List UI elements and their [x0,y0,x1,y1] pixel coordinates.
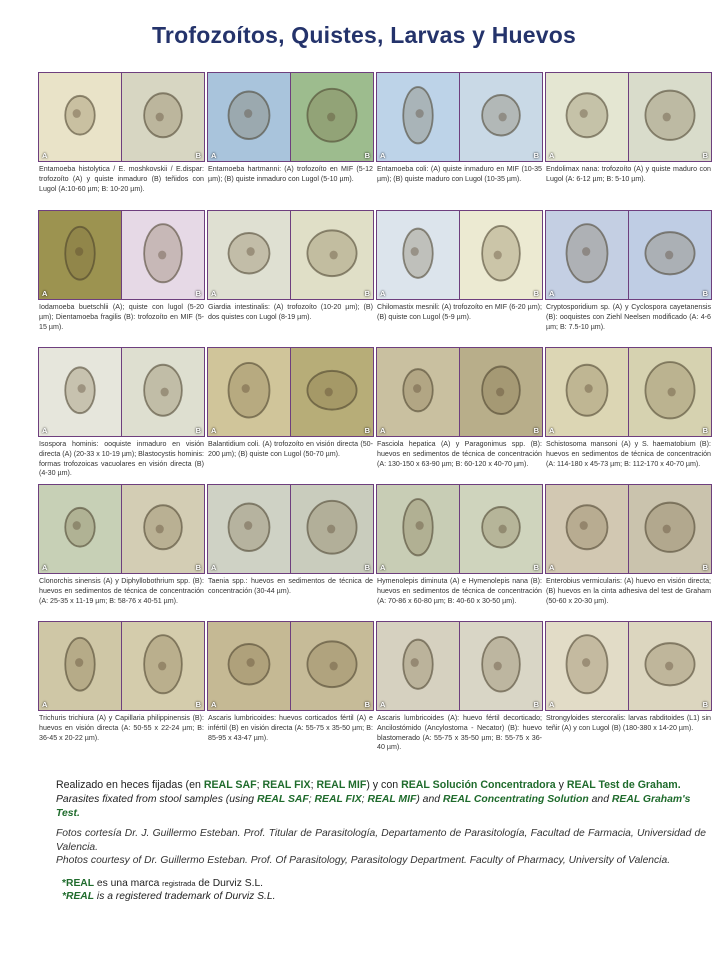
nucleus-shape [416,521,424,530]
micrograph-image-b [291,73,373,161]
nucleus-shape [244,109,252,118]
specimen-cell [545,72,712,208]
nucleus-shape [494,662,502,671]
specimen-caption: Cryptosporidium sp. (A) y Cyclospora cayetanensis (B): ooquistes con Ziehl Neelsen modificado (A: 4-6 µm; B: 7.5-10 µm). [546,303,711,331]
panel-label-a: A [42,426,48,435]
specimen-cell [38,347,205,482]
specimen-cell [376,621,543,756]
micrograph-image-b [460,485,542,573]
nucleus-shape [73,109,81,118]
nucleus-shape [244,521,252,530]
specimen-row [38,347,712,482]
specimen-cell [376,347,543,482]
specimen-row [38,210,712,345]
micrograph-image-a [546,485,628,573]
specimen-cell [207,72,374,208]
micrograph-panel [207,347,374,437]
nucleus-shape [665,251,673,260]
trademark-note [56,877,706,903]
specimen-row [38,484,712,619]
nucleus-shape [411,658,419,667]
nucleus-shape [247,658,255,667]
panel-label-b: B [364,700,370,709]
micrograph-panel [545,484,712,574]
specimen-caption: Trichuris trichiura (A) y Capillaria philippinensis (B): huevos en visión directa (A: 50-55 x 22-24 µm; B: 36-45 x 20-22 µm). [39,714,204,742]
micrograph-panel [545,347,712,437]
panel-label-a: A [380,151,386,160]
nucleus-shape [327,525,335,534]
micrograph-image-a [546,622,628,710]
micrograph-panel [545,210,712,300]
micrograph-panel [376,621,543,711]
panel-label-b: B [195,151,201,160]
specimen-cell [207,210,374,345]
micrograph-panel [38,210,205,300]
specimen-cell [545,484,712,619]
micrograph-image-b [629,211,711,299]
micrograph-image-a [39,485,121,573]
panel-label-a: A [211,426,217,435]
panel-label-a: A [549,151,555,160]
micrograph-image-a [208,622,290,710]
micrograph-image-b [291,485,373,573]
micrograph-image-b [460,348,542,436]
panel-label-a: A [549,289,555,298]
panel-label-b: B [702,426,708,435]
panel-label-a: A [211,289,217,298]
nucleus-shape [582,247,590,256]
nucleus-shape [499,113,507,122]
panel-label-b: B [195,700,201,709]
micrograph-image-b [629,485,711,573]
micrograph-image-b [629,622,711,710]
micrograph-image-b [122,485,204,573]
nucleus-shape [158,662,166,671]
specimen-cell [376,210,543,345]
specimen-caption: Enterobius vermicularis: (A) huevo en visión directa; (B) huevos en la cinta adhesiva del test de Graham (50-60 x 20-30 µm). [546,577,711,605]
micrograph-image-b [460,211,542,299]
panel-label-a: A [211,563,217,572]
micrograph-panel [38,621,205,711]
micrograph-image-a [39,211,121,299]
specimen-cell [545,347,712,482]
specimen-cell [38,72,205,208]
panel-label-b: B [364,426,370,435]
specimen-caption: Chilomastix mesnili: (A) trofozoíto en MIF (6-20 µm); (B) quiste con Lugol (5-9 µm). [377,303,542,321]
specimen-cell [38,621,205,756]
specimen-cell [207,621,374,756]
panel-label-b: B [702,700,708,709]
credit-en: Photos courtesy of Dr. Guillermo Esteban. Prof. Of Parasitology, Parasitology Department. Faculty of Pharmacy, University of Valencia. [56,855,671,866]
nucleus-shape [156,525,164,534]
specimen-cell [207,347,374,482]
micrograph-image-b [629,348,711,436]
specimen-row [38,621,712,756]
micrograph-image-b [122,348,204,436]
nucleus-shape [247,247,255,256]
micrograph-image-a [546,348,628,436]
micrograph-panel [207,210,374,300]
panel-label-b: B [533,426,539,435]
panel-label-b: B [364,151,370,160]
micrograph-panel [38,72,205,162]
panel-label-a: A [211,151,217,160]
micrograph-panel [376,484,543,574]
micrograph-image-a [377,73,459,161]
nucleus-shape [330,662,338,671]
nucleus-shape [580,109,588,118]
notes-section [56,778,706,903]
note-fixation-en: Parasites fixated from stool samples (using REAL SAF; REAL FIX; REAL MIF) and REAL Concentrating Solution and REAL Graham's Test. [56,794,691,819]
micrograph-image-b [291,622,373,710]
specimen-caption: Balantidium coli. (A) trofozoíto en visión directa (50-200 µm); (B) quiste con Lugol (50-70 µm). [208,440,373,458]
nucleus-shape [496,388,504,397]
nucleus-shape [242,384,250,393]
nucleus-shape [494,251,502,260]
panel-label-b: B [364,563,370,572]
micrograph-panel [376,72,543,162]
nucleus-shape [413,384,421,393]
specimen-caption: Fasciola hepatica (A) y Paragonimus spp. (B): huevos en sedimentos de técnica de concentración (A: 130-150 x 63-90 µm; B: 60-120 x 40-70 µm). [377,440,542,468]
micrograph-image-a [377,485,459,573]
panel-label-b: B [533,151,539,160]
note-fixation-es: Realizado en heces fijadas (en REAL SAF; REAL FIX; REAL MIF) y con REAL Solución Concentradora y REAL Test de Graham. [56,779,681,791]
specimen-caption: Taenia spp.: huevos en sedimentos de técnica de concentración (30-44 µm). [208,577,373,595]
panel-label-b: B [533,700,539,709]
specimen-caption: Strongyloides stercoralis: larvas rabditoides (L1) sin teñir (A) y con Lugol (B) (180-380 x 14-20 µm). [546,714,711,732]
nucleus-shape [585,384,593,393]
nucleus-shape [582,658,590,667]
specimen-cell [207,484,374,619]
specimen-caption: Giardia intestinalis: (A) trofozoíto (10-20 µm); (B) dos quistes con Lugol (8-19 µm). [208,303,373,321]
micrograph-panel [38,484,205,574]
micrograph-image-b [122,73,204,161]
specimen-caption: Iodamoeba buetschlii (A); quiste con lugol (5-20 µm); Dientamoeba fragilis (B): trofozoíto en MIF (5-15 µm). [39,303,204,331]
micrograph-panel [545,72,712,162]
panel-label-b: B [702,563,708,572]
nucleus-shape [73,521,81,530]
specimen-caption: Entamoeba hartmanni: (A) trofozoíto en MIF (5-12 µm); (B) quiste inmaduro con Lugol (5-10 µm). [208,165,373,183]
specimen-cell [376,72,543,208]
micrograph-image-a [208,485,290,573]
specimen-caption: Entamoeba histolytica / E. moshkovskii / E.dispar: trofozoíto (A) y quiste inmaduro (B) teñidos con Lugol (A:10-60 µm; B: 10-20 µm). [39,165,204,193]
nucleus-shape [411,247,419,256]
credit-es: Fotos cortesía Dr. J. Guillermo Esteban. Prof. Titular de Parasitología, Departamento de Parasitología, Facultad de Farmacia, Universidad de Valencia. [56,828,706,853]
panel-label-b: B [195,289,201,298]
panel-label-b: B [533,563,539,572]
nucleus-shape [158,251,166,260]
nucleus-shape [75,658,83,667]
panel-label-a: A [549,426,555,435]
micrograph-image-a [377,622,459,710]
nucleus-shape [325,388,333,397]
panel-label-a: A [380,563,386,572]
micrograph-panel [376,347,543,437]
micrograph-image-a [546,73,628,161]
nucleus-shape [78,384,86,393]
panel-label-b: B [364,289,370,298]
micrograph-image-b [629,73,711,161]
micrograph-image-a [39,622,121,710]
micrograph-panel [38,347,205,437]
micrograph-image-a [377,211,459,299]
nucleus-shape [663,525,671,534]
panel-label-a: A [42,563,48,572]
page-title: Trofozoítos, Quistes, Larvas y Huevos [151,22,577,48]
nucleus-shape [161,388,169,397]
micrograph-image-a [546,211,628,299]
micrograph-image-b [122,211,204,299]
nucleus-shape [156,113,164,122]
panel-label-a: A [42,151,48,160]
micrograph-image-a [208,348,290,436]
specimen-caption: Clonorchis sinensis (A) y Diphyllobothrium spp. (B): huevos en sedimentos de técnica de concentración (A: 25-35 x 11-19 µm; B: 58-76 x 40-51 µm). [39,577,204,605]
specimen-cell [38,210,205,345]
nucleus-shape [75,247,83,256]
nucleus-shape [416,109,424,118]
specimen-caption: Schistosoma mansoni (A) y S. haematobium (B): huevos en sedimentos de técnica de concentración (A: 114-180 x 45-73 µm; B: 112-170 x 40-70 µm). [546,440,711,468]
specimen-caption: Isospora hominis: ooquiste inmaduro en visión directa (A) (20-33 x 10-19 µm); Blastocystis hominis: formas trofozoicas vacuolares en visión directa (B) (4-30 µm). [39,440,204,478]
micrograph-image-a [377,348,459,436]
nucleus-shape [663,113,671,122]
micrograph-panel [207,484,374,574]
panel-label-b: B [195,426,201,435]
panel-label-b: B [195,563,201,572]
micrograph-panel [207,621,374,711]
micrograph-panel [545,621,712,711]
panel-label-a: A [42,289,48,298]
specimen-cell [376,484,543,619]
specimen-caption: Entamoeba coli: (A) quiste inmaduro en MIF (10-35 µm); (B) quiste maduro con Lugol (10-35 µm). [377,165,542,183]
specimen-cell [38,484,205,619]
nucleus-shape [499,525,507,534]
specimen-caption: Ascaris lumbricoides (A): huevo fértil decorticado; Ancilostómido (Ancylostoma - Necator) (B): huevo blastomerado (A: 55-75 x 35-50 µm; B: 55-75 x 36-40 µm). [377,714,542,752]
nucleus-shape [580,521,588,530]
panel-label-a: A [380,289,386,298]
panel-label-a: A [549,563,555,572]
panel-label-a: A [380,426,386,435]
panel-label-a: A [380,700,386,709]
specimen-grid [38,72,712,758]
micrograph-image-a [208,211,290,299]
micrograph-image-a [39,73,121,161]
trademark-es: *REAL es una marca registrada de Durviz S.L. [62,877,264,889]
specimen-cell [545,621,712,756]
panel-label-a: A [42,700,48,709]
micrograph-panel [207,72,374,162]
specimen-caption: Ascaris lumbricoides: huevos corticados fértil (A) e infértil (B) en visión directa (A: 55-75 x 35-50 µm; B: 85-95 x 43-47 µm). [208,714,373,742]
panel-label-a: A [211,700,217,709]
micrograph-panel [376,210,543,300]
micrograph-image-b [460,73,542,161]
micrograph-image-a [208,73,290,161]
panel-label-b: B [533,289,539,298]
specimen-caption: Hymenolepis diminuta (A) e Hymenolepis nana (B): huevos en sedimentos de técnica de concentración (A: 70-86 x 60-80 µm; B: 40-60 x 30-50 µm). [377,577,542,605]
specimen-row [38,72,712,208]
micrograph-image-b [460,622,542,710]
panel-label-b: B [702,289,708,298]
micrograph-image-a [39,348,121,436]
specimen-caption: Endolimax nana: trofozoíto (A) y quiste maduro con Lugol (A: 6-12 µm; B: 5-10 µm). [546,165,711,183]
nucleus-shape [668,388,676,397]
micrograph-image-b [122,622,204,710]
panel-label-a: A [549,700,555,709]
specimen-cell [545,210,712,345]
micrograph-image-b [291,211,373,299]
nucleus-shape [665,662,673,671]
micrograph-image-b [291,348,373,436]
trademark-en: *REAL is a registered trademark of Durviz S.L. [62,890,276,902]
panel-label-b: B [702,151,708,160]
nucleus-shape [330,251,338,260]
nucleus-shape [327,113,335,122]
